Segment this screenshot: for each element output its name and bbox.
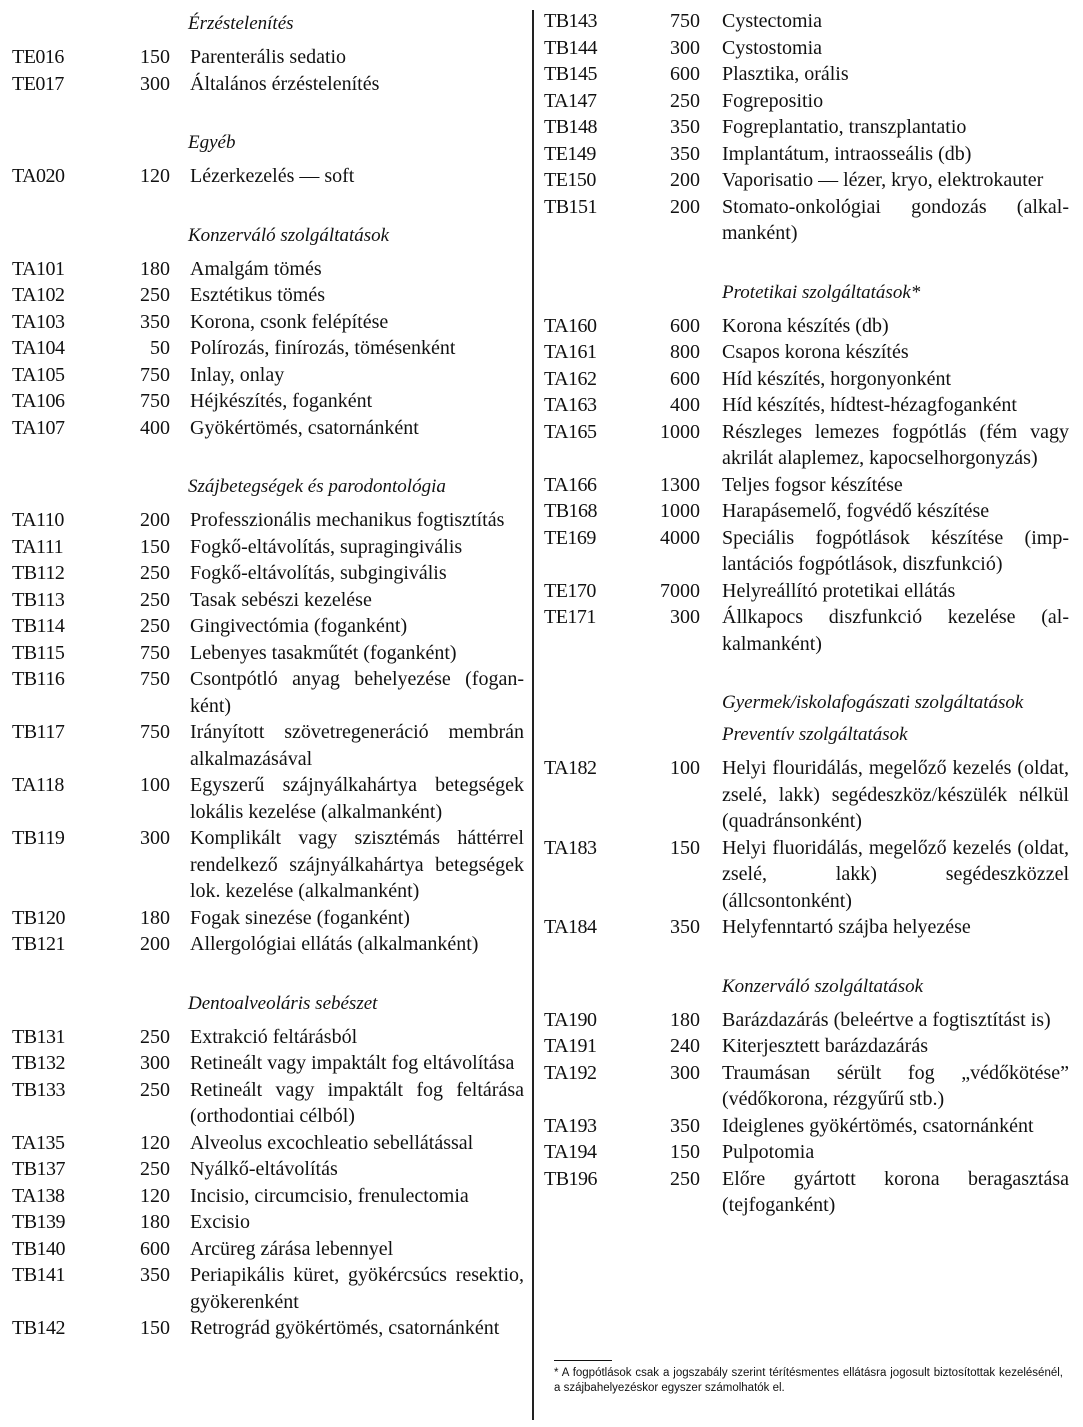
description: Híd készítés, horgonyonként xyxy=(722,367,952,390)
price: 250 xyxy=(140,284,170,306)
price: 750 xyxy=(140,668,170,690)
description: Cystostomia xyxy=(722,36,823,59)
table-row xyxy=(0,613,530,640)
table-row xyxy=(0,640,530,667)
table-row xyxy=(0,282,530,309)
description: Speciális fogpótlások készítése (implantációs fogpótlások, diszfunkció) xyxy=(722,526,1069,575)
price: 750 xyxy=(140,390,170,412)
code: TE150 xyxy=(544,169,596,191)
description: Periapikális küret, gyökércsúcs resektio, gyökerenként xyxy=(190,1264,524,1313)
description: Általános érzéstelenítés xyxy=(190,72,380,95)
code: TB196 xyxy=(544,1167,598,1190)
description: Fogrepositio xyxy=(722,89,824,112)
table-row xyxy=(536,339,1083,366)
code: TA184 xyxy=(544,916,597,938)
code: TA147 xyxy=(544,89,597,112)
price: 300 xyxy=(140,1052,170,1074)
description: Pulpotomia xyxy=(722,1141,815,1163)
description: Ideiglenes gyökértömés, csatornánként xyxy=(722,1114,1034,1137)
description: Harapásemelő, fogvédő készítése xyxy=(722,500,990,522)
price: 1300 xyxy=(660,473,700,496)
code: TE170 xyxy=(544,579,596,602)
description: Korona készítés (db) xyxy=(722,314,889,337)
section-title: Szájbetegségek és parodontológia xyxy=(188,476,446,497)
price: 180 xyxy=(140,1211,170,1233)
description: Retineált vagy impaktált fog feltárása (orthodontiai célból) xyxy=(190,1078,524,1127)
code: TA103 xyxy=(12,310,65,333)
price: 150 xyxy=(140,1317,170,1339)
table-row xyxy=(0,256,530,283)
code: TB132 xyxy=(12,1052,66,1074)
code: TB151 xyxy=(544,195,598,218)
table-row xyxy=(536,194,1083,247)
price: 300 xyxy=(670,606,700,628)
price: 200 xyxy=(670,195,700,218)
table-row xyxy=(536,578,1083,605)
table-row xyxy=(0,825,530,905)
description: Kiterjesztett barázdazárás xyxy=(722,1035,928,1057)
table-row xyxy=(0,507,530,534)
table-row xyxy=(536,8,1083,35)
table-row xyxy=(0,534,530,561)
description: Vaporisatio — lézer, kryo, elektrokauter xyxy=(722,169,1044,191)
description: Fogreplantatio, transzplantatio xyxy=(722,116,967,138)
code: TA165 xyxy=(544,420,597,443)
code: TA138 xyxy=(12,1184,65,1207)
code: TA106 xyxy=(12,390,65,412)
code: TA193 xyxy=(544,1114,597,1137)
price: 7000 xyxy=(660,579,700,602)
code: TA020 xyxy=(12,165,65,187)
code: TB141 xyxy=(12,1264,66,1286)
price: 4000 xyxy=(660,526,700,549)
table-row xyxy=(0,415,530,442)
table-row xyxy=(0,335,530,362)
table-row xyxy=(536,525,1083,578)
table-row xyxy=(536,472,1083,499)
description: Irányított szövetregeneráció membrán alkalmazásával xyxy=(190,721,524,770)
description: Cystectomia xyxy=(722,10,822,32)
price: 800 xyxy=(670,341,700,363)
code: TE169 xyxy=(544,526,596,549)
code: TA118 xyxy=(12,774,64,796)
price: 180 xyxy=(670,1008,700,1031)
table-row xyxy=(0,71,530,98)
code: TB168 xyxy=(544,500,598,522)
description: Gyökértömés, csatornánként xyxy=(190,416,419,439)
code: TB137 xyxy=(12,1158,66,1180)
table-row xyxy=(0,905,530,932)
table-row xyxy=(0,560,530,587)
description: Komplikált vagy szisztémás háttérrel rendelkező szájnyálkahártya betegségek lok. kezelése (alkalmanként) xyxy=(190,827,524,902)
table-row xyxy=(536,392,1083,419)
description: Plasztika, orális xyxy=(722,63,849,85)
code: TA192 xyxy=(544,1061,597,1084)
table-row xyxy=(0,388,530,415)
description: Polírozás, finírozás, tömésenként xyxy=(190,337,456,359)
price: 120 xyxy=(140,1184,170,1207)
price: 180 xyxy=(140,257,170,280)
table-row xyxy=(0,309,530,336)
description: Barázdazárás (beleértve a fogtisztítást is) xyxy=(722,1008,1051,1031)
code: TB139 xyxy=(12,1211,66,1233)
table-row xyxy=(536,88,1083,115)
code: TA183 xyxy=(544,836,597,859)
description: Fogkő-eltávolítás, subgingivális xyxy=(190,562,447,584)
code: TA191 xyxy=(544,1035,597,1057)
right-column xyxy=(536,0,1083,1394)
table-row xyxy=(0,666,530,719)
code: TA111 xyxy=(12,535,64,558)
price: 300 xyxy=(670,36,700,59)
description: Egyszerű szájnyálkahártya betegségek lokális kezelése (alkalmanként) xyxy=(190,774,524,823)
description: Helyi flouridálás, megelőző kezelés (oldat, zselé, lakk) segédeszköz/készülék nélkül (quadránsonként) xyxy=(722,757,1069,832)
code: TA105 xyxy=(12,363,65,386)
description: Arcüreg zárása lebennyel xyxy=(190,1237,394,1260)
code: TA161 xyxy=(544,341,597,363)
price: 150 xyxy=(140,535,170,558)
price: 350 xyxy=(670,916,700,938)
description: Retrográd gyökértömés, csatornánként xyxy=(190,1317,500,1339)
code: TB142 xyxy=(12,1317,66,1339)
price: 120 xyxy=(140,1131,170,1154)
description: Inlay, onlay xyxy=(190,363,285,386)
code: TB133 xyxy=(12,1078,66,1101)
description: Fogak sinezése (foganként) xyxy=(190,906,410,929)
left-column xyxy=(0,0,530,1342)
description: Állkapocs diszfunkció kezelése (alkalmanként) xyxy=(722,606,1069,655)
table-row xyxy=(536,35,1083,62)
table-row xyxy=(0,719,530,772)
code: TB145 xyxy=(544,63,598,85)
price: 400 xyxy=(670,394,700,416)
table-row xyxy=(0,1209,530,1236)
code: TA162 xyxy=(544,367,597,390)
table-row xyxy=(0,44,530,71)
table-row xyxy=(0,587,530,614)
price: 750 xyxy=(140,363,170,386)
price: 300 xyxy=(140,827,170,849)
code: TA110 xyxy=(12,509,64,531)
table-row xyxy=(536,914,1083,941)
table-row xyxy=(536,755,1083,835)
price: 100 xyxy=(670,757,700,779)
table-row xyxy=(0,163,530,190)
price: 250 xyxy=(140,1158,170,1180)
table-row xyxy=(536,313,1083,340)
price: 300 xyxy=(140,72,170,95)
price: 250 xyxy=(140,588,170,611)
table-row xyxy=(0,931,530,958)
price: 240 xyxy=(670,1035,700,1057)
table-row xyxy=(536,1139,1083,1166)
description: Híd készítés, hídtest-hézagfoganként xyxy=(722,394,1017,416)
table-row xyxy=(0,1024,530,1051)
table-row xyxy=(0,362,530,389)
description: Helyreállító protetikai ellátás xyxy=(722,579,956,602)
code: TB120 xyxy=(12,906,66,929)
table-row xyxy=(0,1236,530,1263)
code: TA190 xyxy=(544,1008,597,1031)
price: 250 xyxy=(670,1167,700,1190)
description: Retineált vagy impaktált fog eltávolítása xyxy=(190,1052,515,1074)
description: Extrakció feltárásból xyxy=(190,1025,358,1048)
description: Csapos korona készítés xyxy=(722,341,909,363)
table-row xyxy=(0,1050,530,1077)
code: TB114 xyxy=(12,615,65,637)
table-row xyxy=(536,1113,1083,1140)
description: Gingivectómia (foganként) xyxy=(190,615,408,637)
table-row xyxy=(536,167,1083,194)
price: 300 xyxy=(670,1061,700,1084)
description: Incisio, circumcisio, frenulectomia xyxy=(190,1184,469,1207)
code: TB144 xyxy=(544,36,598,59)
code: TA101 xyxy=(12,257,65,280)
table-row xyxy=(0,1315,530,1342)
price: 250 xyxy=(140,1078,170,1101)
section-title: Egyéb xyxy=(188,132,236,153)
column-divider xyxy=(532,10,534,1420)
table-row xyxy=(0,772,530,825)
price: 100 xyxy=(140,774,170,796)
code: TB115 xyxy=(12,641,65,664)
description: Traumásan sérült fog „védőkötése” (védőkorona, rézgyűrű stb.) xyxy=(722,1061,1069,1110)
code: TA166 xyxy=(544,473,597,496)
description: Alveolus excochleatio sebellátással xyxy=(190,1131,474,1154)
description: Professzionális mechanikus fogtisztítás xyxy=(190,509,505,531)
price: 250 xyxy=(140,1025,170,1048)
description: Részleges lemezes fogpótlás (fém vagy akrilát alaplemez, kapocselhorgonyzás) xyxy=(722,420,1069,469)
table-row xyxy=(536,1060,1083,1113)
description: Előre gyártott korona beragasztása (tejfoganként) xyxy=(722,1167,1069,1216)
price: 250 xyxy=(670,89,700,112)
price: 200 xyxy=(140,509,170,531)
code: TA163 xyxy=(544,394,597,416)
price: 350 xyxy=(670,116,700,138)
code: TA160 xyxy=(544,314,597,337)
code: TB113 xyxy=(12,588,65,611)
code: TA194 xyxy=(544,1141,597,1163)
table-row xyxy=(536,61,1083,88)
code: TB119 xyxy=(12,827,65,849)
code: TB116 xyxy=(12,668,65,690)
code: TA182 xyxy=(544,757,597,779)
footnote-rule xyxy=(554,1360,612,1361)
section-title: Gyermek/iskolafogászati szolgáltatások xyxy=(722,692,1024,713)
price: 350 xyxy=(670,1114,700,1137)
section-title: Protetikai szolgáltatások* xyxy=(722,281,921,303)
code: TE017 xyxy=(12,72,64,95)
table-row xyxy=(0,1130,530,1157)
price: 750 xyxy=(670,10,700,32)
code: TA102 xyxy=(12,284,65,306)
table-row xyxy=(0,1077,530,1130)
description: Stomato-onkológiai gondozás (alkalmanként) xyxy=(722,195,1069,244)
table-row xyxy=(536,835,1083,915)
price: 50 xyxy=(150,337,170,359)
price: 1000 xyxy=(660,420,700,443)
table-row xyxy=(0,1183,530,1210)
price: 150 xyxy=(670,836,700,859)
price: 200 xyxy=(670,169,700,191)
description: Allergológiai ellátás (alkalmanként) xyxy=(190,933,479,955)
code: TE149 xyxy=(544,142,596,165)
code: TA107 xyxy=(12,416,65,439)
section-title: Konzerváló szolgáltatások xyxy=(722,975,924,997)
code: TB112 xyxy=(12,562,65,584)
table-row xyxy=(536,1007,1083,1034)
price: 350 xyxy=(670,142,700,165)
price: 150 xyxy=(140,46,170,68)
table-row xyxy=(536,1033,1083,1060)
description: Nyálkő-eltávolítás xyxy=(190,1158,338,1180)
table-row xyxy=(536,419,1083,472)
code: TE171 xyxy=(544,606,596,628)
description: Amalgám tömés xyxy=(190,257,322,280)
table-row xyxy=(536,366,1083,393)
price: 1000 xyxy=(660,500,700,522)
section-title: Dentoalveoláris sebészet xyxy=(188,992,378,1014)
price: 600 xyxy=(670,314,700,337)
price: 350 xyxy=(140,1264,170,1286)
description: Csontpótló anyag behelyezése (foganként) xyxy=(190,668,524,717)
price: 120 xyxy=(140,165,170,187)
description: Lebenyes tasakműtét (foganként) xyxy=(190,641,457,664)
price: 180 xyxy=(140,906,170,929)
code: TA135 xyxy=(12,1131,65,1154)
section-subtitle: Preventív szolgáltatások xyxy=(722,724,908,745)
code: TE016 xyxy=(12,46,64,68)
code: TB117 xyxy=(12,721,65,743)
section-title: Érzéstelenítés xyxy=(188,13,294,34)
description: Lézerkezelés — soft xyxy=(190,165,355,187)
price: 150 xyxy=(670,1141,700,1163)
price: 600 xyxy=(140,1237,170,1260)
price: 400 xyxy=(140,416,170,439)
table-row xyxy=(536,141,1083,168)
price: 600 xyxy=(670,367,700,390)
description: Teljes fogsor készítése xyxy=(722,473,903,496)
footnote: * A fogpótlások csak a jogszabály szerint térítésmentes ellátásra jogosult biztosítottak kezelésénél, a szájbahelyezéskor egyszer számolhatók el. xyxy=(554,1367,1063,1394)
price: 350 xyxy=(140,310,170,333)
price: 750 xyxy=(140,641,170,664)
code: TA104 xyxy=(12,337,65,359)
code: TB140 xyxy=(12,1237,66,1260)
description: Korona, csonk felépítése xyxy=(190,310,389,333)
price: 750 xyxy=(140,721,170,743)
description: Helyfenntartó szájba helyezése xyxy=(722,916,971,938)
price: 600 xyxy=(670,63,700,85)
table-row xyxy=(536,1166,1083,1219)
code: TB148 xyxy=(544,116,598,138)
section-title: Konzerváló szolgáltatások xyxy=(188,224,390,246)
table-row xyxy=(536,498,1083,525)
code: TB121 xyxy=(12,933,66,955)
description: Fogkő-eltávolítás, supragingivális xyxy=(190,535,463,558)
table-row xyxy=(536,114,1083,141)
code: TB143 xyxy=(544,10,598,32)
table-row xyxy=(536,604,1083,657)
table-row xyxy=(0,1262,530,1315)
price: 250 xyxy=(140,562,170,584)
description: Implantátum, intraosseális (db) xyxy=(722,142,972,165)
description: Parenterális sedatio xyxy=(190,46,347,68)
table-row xyxy=(0,1156,530,1183)
price: 250 xyxy=(140,615,170,637)
price: 200 xyxy=(140,933,170,955)
description: Helyi fluoridálás, megelőző kezelés (oldat, zselé, lakk) segédeszközzel (állcsontonként) xyxy=(722,836,1069,912)
description: Héjkészítés, foganként xyxy=(190,390,373,412)
code: TB131 xyxy=(12,1025,66,1048)
description: Esztétikus tömés xyxy=(190,284,325,306)
description: Tasak sebészi kezelése xyxy=(190,588,372,611)
description: Excisio xyxy=(190,1211,250,1233)
